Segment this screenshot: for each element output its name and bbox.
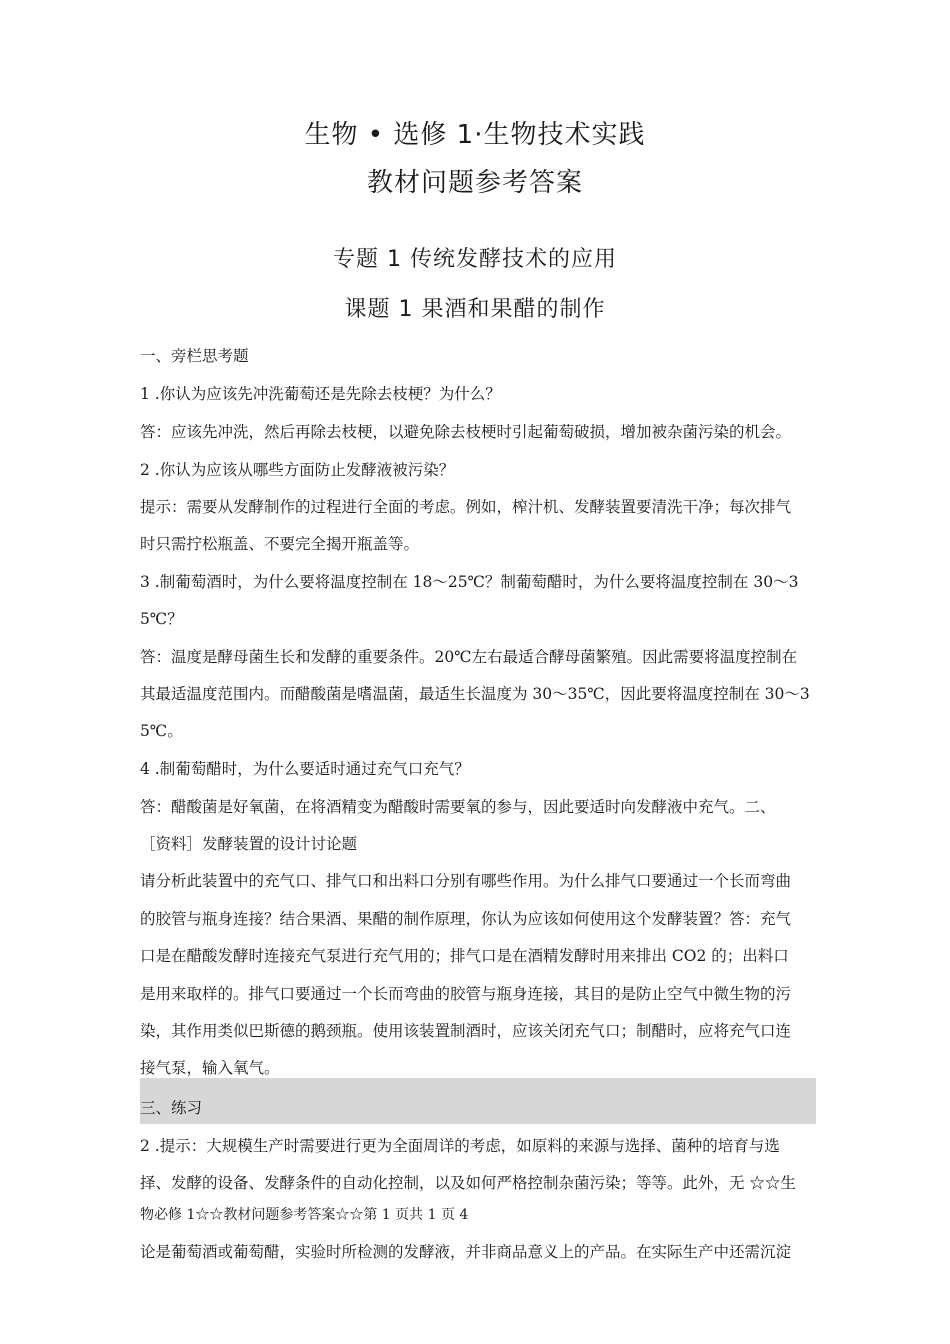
lesson-heading: 课题 1 果酒和果醋的制作: [344, 297, 606, 322]
paragraph-line: 请分析此装置中的充气口、排气口和出料口分别有哪些作用。为什么排气口要通过一个长而弯曲: [140, 872, 792, 890]
page-footer-line: 物必修 1☆☆教材问题参考答案☆☆第 1 页共 1 页 4: [140, 1207, 469, 1223]
answer-line: 答：应该先冲洗，然后再除去枝梗，以避免除去枝梗时引起葡萄破损，增加被杂菌污染的机会。: [140, 423, 792, 441]
paragraph-line: 接气泵，输入氧气。: [140, 1059, 280, 1077]
paragraph-line: 口是在醋酸发酵时连接充气泵进行充气用的；排气口是在酒精发酵时用来排出 CO2 的；出料口: [140, 947, 789, 965]
answer-line: 其最适温度范围内。而醋酸菌是嗜温菌，最适生长温度为 30～35℃，因此要将温度控制在 30～3: [140, 685, 810, 703]
document-subtitle: 教材问题参考答案: [366, 168, 583, 198]
question-line: 2 .你认为应该从哪些方面防止发酵液被污染？: [140, 461, 455, 479]
question-line: 4 .制葡萄醋时，为什么要适时通过充气口充气？: [140, 760, 470, 778]
paragraph-line: 是用来取样的。排气口要通过一个长而弯曲的胶管与瓶身连接，其目的是防止空气中微生物的污: [140, 985, 792, 1003]
topic-heading: 专题 1 传统发酵技术的应用: [333, 247, 617, 272]
answer-line: 5℃。: [140, 722, 183, 740]
section-heading: 三、练习: [140, 1099, 203, 1117]
answer-line: 提示：需要从发酵制作的过程进行全面的考虑。例如，榨汁机、发酵装置要清洗干净；每次排气: [140, 498, 792, 516]
section-heading: 一、旁栏思考题: [140, 347, 249, 365]
document-title: 生物 • 选修 1·生物技术实践: [304, 120, 646, 150]
answer-line: 2 .提示：大规模生产时需要进行更为全面周详的考虑，如原料的来源与选择、菌种的培育与选: [140, 1137, 780, 1155]
question-line: 1 .你认为应该先冲洗葡萄还是先除去枝梗？为什么？: [140, 385, 501, 403]
question-line: 5℃？: [140, 610, 183, 628]
answer-line: 择、发酵的设备、发酵条件的自动化控制，以及如何严格控制杂菌污染；等等。此外，无 ☆☆生: [140, 1174, 796, 1192]
section-heading: ［资料］发酵装置的设计讨论题: [140, 835, 358, 853]
answer-line: 答：醋酸菌是好氧菌，在将酒精变为醋酸时需要氧的参与，因此要适时向发酵液中充气。二、: [140, 798, 776, 816]
answer-line: 时只需拧松瓶盖、不要完全揭开瓶盖等。: [140, 535, 420, 553]
answer-line: 答：温度是酵母菌生长和发酵的重要条件。20℃左右最适合酵母菌繁殖。因此需要将温度控制在: [140, 648, 798, 666]
paragraph-line: 的胶管与瓶身连接？结合果酒、果醋的制作原理，你认为应该如何使用这个发酵装置？答：充气: [140, 910, 792, 928]
answer-line: 论是葡萄酒或葡萄醋，实验时所检测的发酵液，并非商品意义上的产品。在实际生产中还需沉淀: [140, 1243, 792, 1261]
question-line: 3 .制葡萄酒时，为什么要将温度控制在 18～25℃？制葡萄醋时，为什么要将温度控制在 30～3: [140, 573, 799, 591]
paragraph-line: 染，其作用类似巴斯德的鹅颈瓶。使用该装置制酒时，应该关闭充气口；制醋时，应将充气口连: [140, 1022, 792, 1040]
